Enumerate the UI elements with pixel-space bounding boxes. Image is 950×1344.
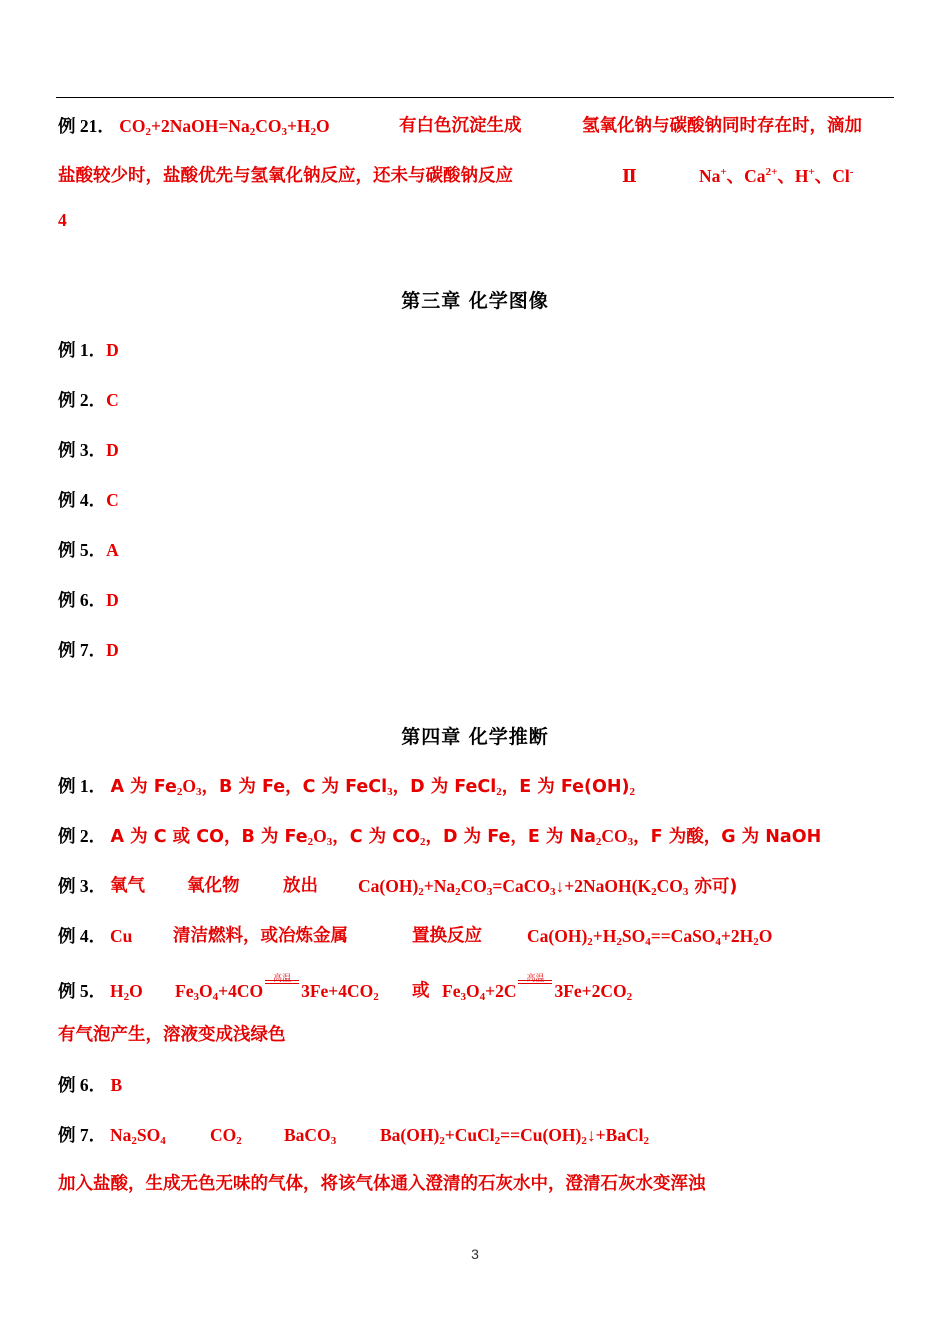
ch4-example-3: 例 3． (58, 876, 107, 896)
ch4-example-7: 例 7． (58, 1125, 107, 1145)
ch3-example-6: 例 6．D (58, 590, 119, 610)
answer-last: 4 (58, 210, 67, 230)
answer-a3: 放出 (283, 876, 318, 896)
answer-3: 氢氧化钠与碳酸钠同时存在时，滴加 (582, 116, 862, 136)
answer-a2: $CO_2$ (210, 1125, 242, 1147)
answer: A 为 C 或 CO，B 为 $Fe_2O_3$，C 为 $CO_2$，D 为 Fe，E 为 $Na_2CO_3$，F 为酸，G 为 NaOH (110, 826, 822, 848)
ch4-example-5: 例 5． (58, 981, 107, 1001)
answer-ions: Na+、$Ca^{2+}$、H+、Cl- (699, 166, 854, 186)
answer: D (106, 340, 119, 360)
answer: D (106, 590, 119, 610)
answer: D (106, 640, 119, 660)
answer-a3: BaCO$_3$ (284, 1125, 337, 1147)
answer-a3: 置换反应 (412, 926, 482, 946)
answer-a1: Cu (110, 926, 133, 946)
answer-a1: $Na_2SO_4$ (110, 1125, 166, 1147)
ch3-example-4: 例 4．C (58, 490, 119, 510)
header-rule (56, 97, 894, 98)
condition-mark: 高温 (263, 979, 301, 1003)
answer-equation: $Ca(OH)_2+H_2SO_4==CaSO_4+2H_2O$ (527, 926, 773, 948)
equation: $CO_2+2NaOH=Na_2CO_3+H_2O$ (119, 116, 330, 138)
ch3-example-1: 例 1．D (58, 340, 119, 360)
answer-a1: $H_2O$ (110, 981, 143, 1003)
answer: C (106, 490, 119, 510)
condition-mark: 高温 (516, 979, 554, 1003)
answer-equation-2: $Fe_3O_4+2C$ 高温 $3Fe+2CO_2$ (442, 974, 633, 1003)
ch3-example-7: 例 7．D (58, 640, 119, 660)
answer: D (106, 440, 119, 460)
answer: B (110, 1075, 123, 1095)
answer-equation-1: $Fe_3O_4+4CO$ 高温 $3Fe+4CO_2$ (175, 974, 379, 1003)
answer-equation: $Ca(OH)_2+Na_2CO_3=CaCO_3↓+2NaOH(K_2CO_3$ 亦可) (358, 876, 738, 898)
answer-equation: $Ba(OH)_2+CuCl_2==Cu(OH)_2↓+BaCl_2$ (380, 1125, 650, 1147)
answer-a1: 氧气 (110, 876, 145, 896)
example-21 (58, 114, 330, 138)
ch4-example-1: 例 1． A 为 $Fe_2O_3$，B 为 Fe，C 为 FeCl$_3$，D 为 FeCl$_2$，E 为 $Fe(OH)_2$ (58, 776, 636, 798)
page-number: 3 (471, 1246, 479, 1262)
ch4-example-2: 例 2． A 为 C 或 CO，B 为 $Fe_2O_3$，C 为 $CO_2$，D 为 Fe，E 为 $Na_2CO_3$，F 为酸，G 为 NaOH (58, 826, 822, 848)
ch4-example-4: 例 4． (58, 926, 107, 946)
answer-line-2: 加入盐酸，生成无色无味的气体，将该气体通入澄清的石灰水中，澄清石灰水变浑浊 (58, 1174, 706, 1194)
answer-a2: 氧化物 (187, 876, 240, 896)
answer-3-cont: 盐酸较少时，盐酸优先与氢氧化钠反应，还未与碳酸钠反应 (58, 166, 513, 186)
chapter-3-title: 第三章 化学图像 (401, 290, 549, 312)
answer-line-2: 有气泡产生，溶液变成浅绿色 (58, 1025, 286, 1045)
ch3-example-5: 例 5．A (58, 540, 119, 560)
answer: A 为 $Fe_2O_3$，B 为 Fe，C 为 FeCl$_3$，D 为 FeCl$_2$，E 为 $Fe(OH)_2$ (110, 776, 636, 798)
answer: C (106, 390, 119, 410)
or-word: 或 (412, 981, 430, 1001)
ch4-example-6: 例 6． B (58, 1075, 123, 1095)
answer: A (106, 540, 119, 560)
answer-a2: 清洁燃料，或冶炼金属 (173, 926, 348, 946)
ch3-example-3: 例 3．D (58, 440, 119, 460)
example-label: 例 21． (58, 116, 115, 136)
answer-2: 有白色沉淀生成 (399, 116, 522, 136)
ch3-example-2: 例 2．C (58, 390, 119, 410)
chapter-4-title: 第四章 化学推断 (401, 726, 549, 748)
answer-4: Ⅱ (622, 166, 637, 186)
